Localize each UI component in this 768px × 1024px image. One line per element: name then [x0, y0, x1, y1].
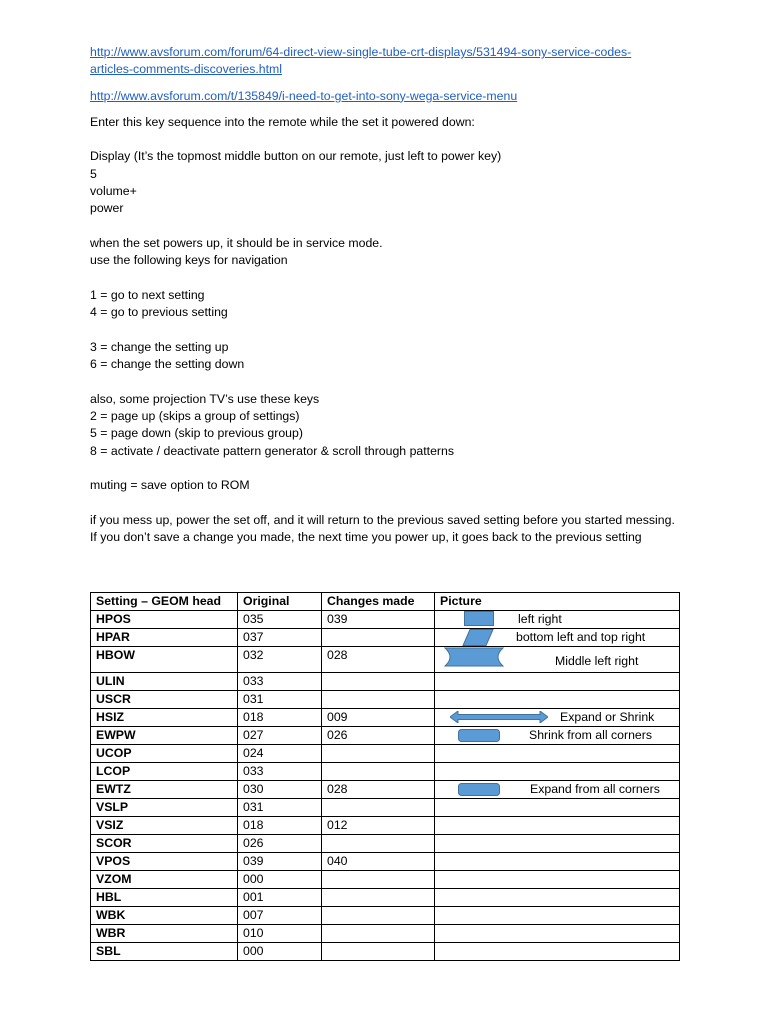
table-row: [91, 673, 680, 691]
rectangle-shape-icon: [464, 611, 494, 631]
changed-value: [322, 691, 435, 709]
changed-value: 026: [322, 727, 435, 745]
setting-name: LCOP: [91, 763, 238, 781]
changed-value: 028: [322, 781, 435, 799]
picture-cell: [435, 817, 680, 835]
table-row: [91, 853, 680, 871]
service-mode-text: when the set powers up, it should be in service mode.: [90, 235, 383, 250]
picture-cell: [435, 727, 680, 745]
projection-key: 5 = page down (skip to previous group): [90, 426, 303, 441]
changed-value: 039: [322, 611, 435, 629]
table-row: [91, 745, 680, 763]
nav-key: 3 = change the setting up: [90, 339, 229, 354]
original-value: 037: [238, 629, 322, 647]
table-row: [91, 817, 680, 835]
nav-key: 6 = change the setting down: [90, 357, 245, 372]
bow-shape-icon: [444, 647, 504, 672]
original-value: 039: [238, 853, 322, 871]
picture-cell: [435, 763, 680, 781]
original-value: 031: [238, 799, 322, 817]
header-changes: Changes made: [322, 593, 435, 611]
picture-label: left right: [518, 612, 562, 626]
table-row: [91, 781, 680, 799]
picture-cell: [435, 835, 680, 853]
picture-cell: [435, 673, 680, 691]
header-picture: Picture: [435, 593, 680, 611]
header-setting: Setting – GEOM head: [91, 593, 238, 611]
changed-value: [322, 745, 435, 763]
original-value: 018: [238, 709, 322, 727]
changed-value: [322, 925, 435, 943]
nav-key: 1 = go to next setting: [90, 287, 205, 302]
original-value: 024: [238, 745, 322, 763]
setting-name: HPAR: [91, 629, 238, 647]
picture-cell: [435, 889, 680, 907]
setting-name: EWPW: [91, 727, 238, 745]
changed-value: [322, 629, 435, 647]
table-row: [91, 691, 680, 709]
original-value: 001: [238, 889, 322, 907]
original-value: 031: [238, 691, 322, 709]
changed-value: [322, 763, 435, 781]
table-row: [91, 611, 680, 629]
table-row: [91, 727, 680, 745]
setting-name: SBL: [91, 943, 238, 961]
avsforum-link-2[interactable]: http://www.avsforum.com/t/135849/i-need-to-get-into-sony-wega-service-menu: [90, 88, 518, 103]
picture-cell: [435, 629, 680, 647]
changed-value: 012: [322, 817, 435, 835]
projection-key: 8 = activate / deactivate pattern generator & scroll through patterns: [90, 443, 454, 458]
changed-value: 028: [322, 647, 435, 673]
picture-label: Expand from all corners: [530, 782, 660, 796]
projection-text: also, some projection TV’s use these keys: [90, 391, 320, 406]
original-value: 027: [238, 727, 322, 745]
changed-value: 040: [322, 853, 435, 871]
picture-cell: [435, 799, 680, 817]
original-value: 010: [238, 925, 322, 943]
setting-name: WBR: [91, 925, 238, 943]
setting-name: HSIZ: [91, 709, 238, 727]
picture-label: Middle left right: [555, 654, 639, 668]
rounded-rect-shape-icon: [458, 729, 500, 747]
picture-cell: [435, 647, 680, 673]
table-row: [91, 871, 680, 889]
sequence-step: power: [90, 201, 124, 216]
setting-name: VZOM: [91, 871, 238, 889]
picture-cell: [435, 871, 680, 889]
muting-text: muting = save option to ROM: [90, 478, 250, 493]
sequence-step: volume+: [90, 184, 137, 199]
original-value: 032: [238, 647, 322, 673]
changed-value: [322, 889, 435, 907]
picture-cell: [435, 691, 680, 709]
setting-name: VPOS: [91, 853, 238, 871]
table-row: [91, 629, 680, 647]
table-row: [91, 943, 680, 961]
changed-value: [322, 871, 435, 889]
original-value: 030: [238, 781, 322, 799]
service-mode-text: use the following keys for navigation: [90, 253, 288, 268]
changed-value: [322, 943, 435, 961]
changed-value: [322, 835, 435, 853]
setting-name: HBOW: [91, 647, 238, 673]
projection-key: 2 = page up (skips a group of settings): [90, 408, 300, 423]
table-header-row: [91, 593, 680, 611]
picture-cell: [435, 611, 680, 629]
avsforum-link-1[interactable]: http://www.avsforum.com/forum/64-direct-view-single-tube-crt-displays/531494-sony-service-codes-: [90, 45, 632, 59]
table-row: [91, 709, 680, 727]
setting-name: WBK: [91, 907, 238, 925]
original-value: 018: [238, 817, 322, 835]
original-value: 035: [238, 611, 322, 629]
setting-name: HPOS: [91, 611, 238, 629]
setting-name: VSLP: [91, 799, 238, 817]
picture-cell: [435, 745, 680, 763]
picture-label: Shrink from all corners: [529, 728, 653, 742]
setting-name: HBL: [91, 889, 238, 907]
sequence-step: Display (It’s the topmost middle button on our remote, just left to power key): [90, 149, 502, 164]
picture-cell: [435, 709, 680, 727]
setting-name: EWTZ: [91, 781, 238, 799]
setting-name: USCR: [91, 691, 238, 709]
picture-cell: [435, 853, 680, 871]
table-row: [91, 763, 680, 781]
changed-value: [322, 673, 435, 691]
original-value: 033: [238, 763, 322, 781]
rounded-rect-shape-icon: [458, 783, 500, 801]
geom-settings-table: [90, 592, 680, 961]
original-value: 007: [238, 907, 322, 925]
picture-cell: [435, 907, 680, 925]
setting-name: VSIZ: [91, 817, 238, 835]
intro-text: Enter this key sequence into the remote while the set it powered down:: [90, 114, 475, 129]
warning-text: if you mess up, power the set off, and it will return to the previous saved setting before you started messing. If you don’t save a change you made, the next time you power up, it goes back to the previous setting: [90, 512, 675, 545]
table-row: [91, 835, 680, 853]
changed-value: 009: [322, 709, 435, 727]
setting-name: SCOR: [91, 835, 238, 853]
sequence-step: 5: [90, 166, 97, 181]
setting-name: UCOP: [91, 745, 238, 763]
table-row: [91, 799, 680, 817]
double-arrow-icon: [450, 711, 548, 728]
changed-value: [322, 907, 435, 925]
original-value: 000: [238, 871, 322, 889]
header-original: Original: [238, 593, 322, 611]
original-value: 000: [238, 943, 322, 961]
picture-cell: [435, 943, 680, 961]
picture-label: bottom left and top right: [516, 630, 646, 644]
nav-key: 4 = go to previous setting: [90, 305, 228, 320]
table-row: [91, 889, 680, 907]
avsforum-link-1-cont[interactable]: articles-comments-discoveries.html: [90, 62, 283, 77]
original-value: 033: [238, 673, 322, 691]
picture-cell: [435, 925, 680, 943]
picture-cell: [435, 781, 680, 799]
table-row: [91, 925, 680, 943]
picture-label: Expand or Shrink: [560, 710, 655, 724]
table-row: [91, 647, 680, 673]
setting-name: ULIN: [91, 673, 238, 691]
table-row: [91, 907, 680, 925]
original-value: 026: [238, 835, 322, 853]
changed-value: [322, 799, 435, 817]
document-body: [90, 44, 690, 546]
